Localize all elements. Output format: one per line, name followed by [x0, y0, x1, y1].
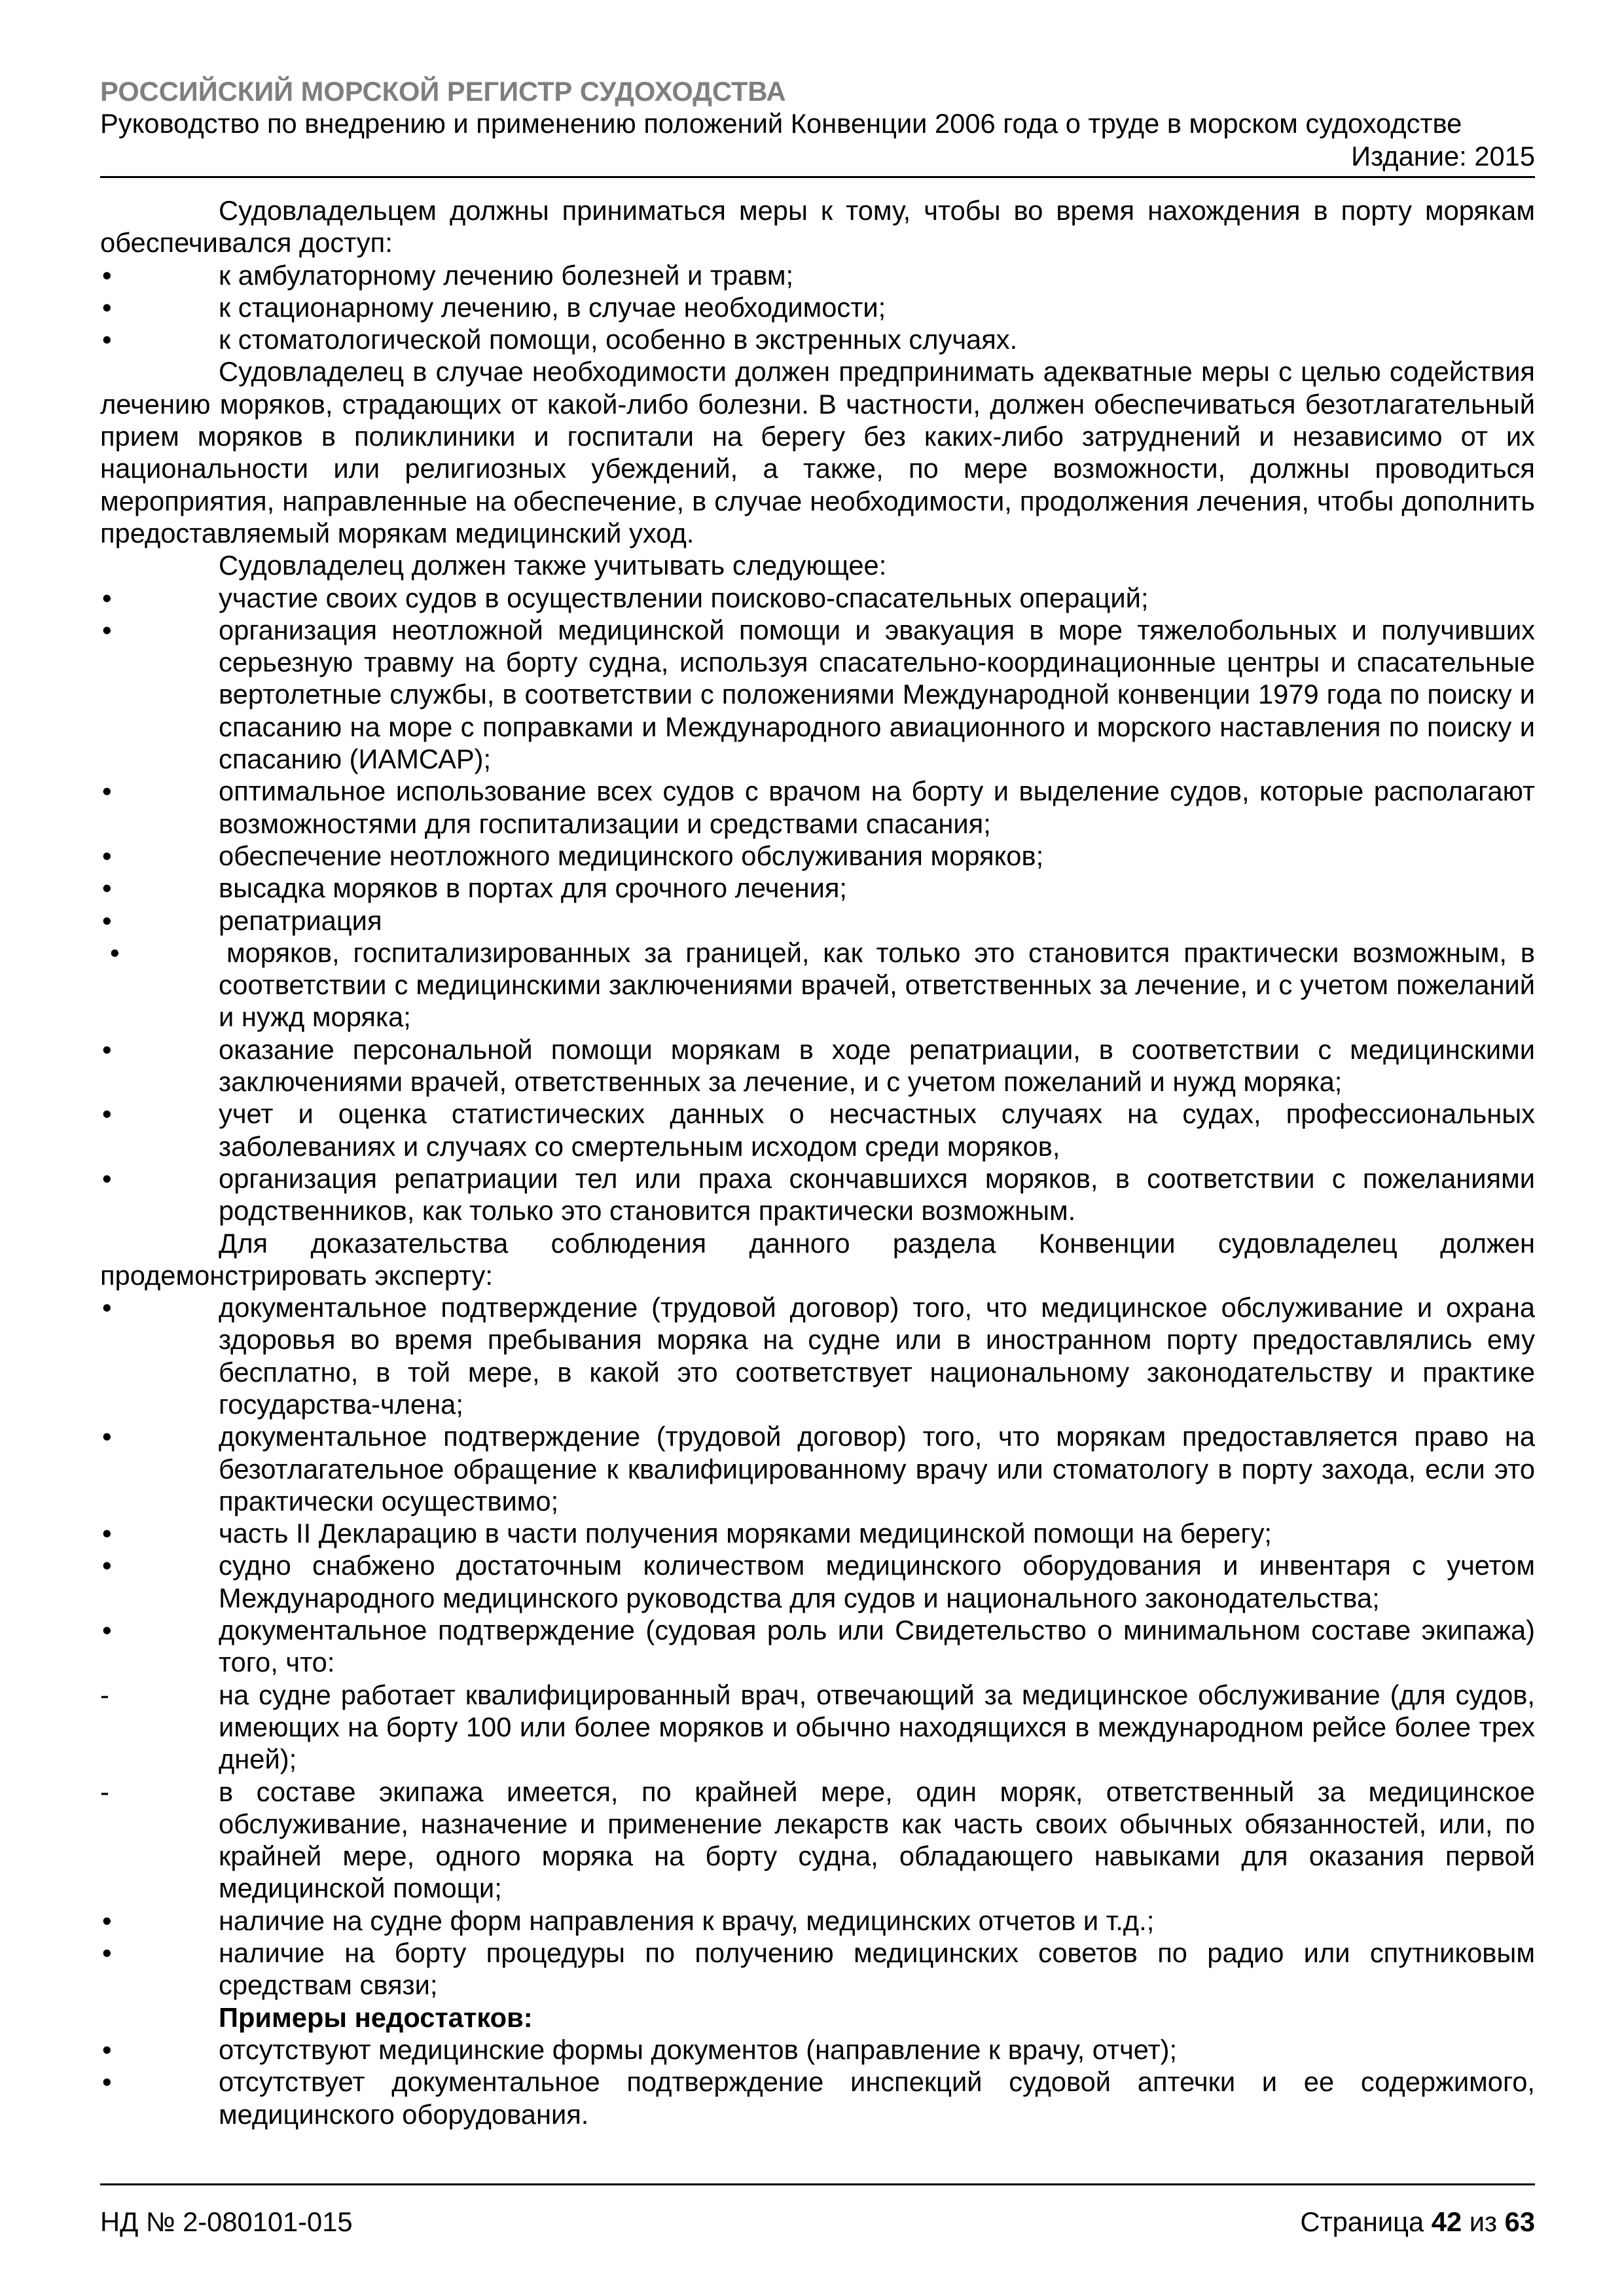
- bullet-marker: •: [102, 1615, 112, 1646]
- bullet-marker: •: [102, 291, 112, 323]
- list-item: [100, 905, 1535, 937]
- list-item: [100, 1614, 1535, 1679]
- paragraph: Для доказательства соблюдения данного раздела Конвенции судовладелец должен продемонстрировать эксперту:: [100, 1227, 1535, 1291]
- page-number: [1300, 2206, 1535, 2238]
- bullet-marker: •: [102, 2034, 112, 2065]
- bullet-marker: •: [102, 1550, 112, 1581]
- list-item: [100, 323, 1535, 355]
- organization-name: РОССИЙСКИЙ МОРСКОЙ РЕГИСТР СУДОХОДСТВА: [100, 76, 786, 107]
- list-item: [100, 1162, 1535, 1227]
- list-item: [100, 775, 1535, 840]
- bullet-marker: •: [102, 582, 112, 613]
- bullet-marker: •: [102, 1518, 112, 1549]
- bullet-marker: •: [102, 1162, 112, 1194]
- list-item: [100, 937, 1535, 1033]
- header-divider: [100, 176, 1535, 178]
- paragraph: Судовладелец должен также учитывать следующее:: [219, 550, 887, 581]
- list-item: [100, 259, 1535, 291]
- page-label: Страница: [1300, 2206, 1424, 2237]
- section-heading: Примеры недостатков:: [219, 2001, 533, 2033]
- bullet-marker: •: [102, 614, 112, 645]
- list-item: [100, 1420, 1535, 1517]
- document-number: НД № 2-080101-015: [100, 2206, 353, 2237]
- list-item: [100, 1905, 1535, 1937]
- list-item: [100, 1517, 1535, 1549]
- list-item-text: обеспечение неотложного медицинского обслуживания моряков;: [219, 840, 1044, 871]
- list-item-text: моряков, госпитализированных за границей, как только это становится практически возможным, в соответствии с медицинскими заключениями врачей, ответственных за лечение, и с учетом пожеланий и нужд моряка;: [219, 937, 1535, 1033]
- document-title: Руководство по внедрению и применению положений Конвенции 2006 года о труде в морском судоходстве: [100, 108, 1462, 139]
- list-item-text: организация неотложной медицинской помощи и эвакуация в море тяжелобольных и получивших серьезную травму на борту судна, используя спасательно-координационные центры и спасательные вертолетные службы, в соответствии с положениями Международной конвенции 1979 года по поиску и спасанию на море с поправками и Международного авиационного и морского наставления по поиску и спасанию (ИАМСАР);: [219, 614, 1535, 775]
- page-of-label: из: [1469, 2206, 1498, 2237]
- list-item-text: к стационарному лечению, в случае необходимости;: [219, 291, 886, 323]
- page-header: [100, 75, 1535, 172]
- bullet-marker: •: [102, 1292, 112, 1323]
- bullet-marker: •: [102, 872, 112, 904]
- list-item-text: учет и оценка статистических данных о несчастных случаях на судах, профессиональных заболеваниях и случаях со смертельным исходом среди моряков,: [219, 1098, 1535, 1162]
- list-item: [100, 1098, 1535, 1162]
- list-item-text: документальное подтверждение (судовая роль или Свидетельство о минимальном составе экипажа) того, что:: [219, 1615, 1535, 1678]
- bullet-marker: •: [102, 1905, 112, 1936]
- list-item: [100, 291, 1535, 323]
- dash-marker: -: [100, 1679, 109, 1710]
- current-page: 42: [1431, 2206, 1462, 2237]
- list-item-text: судно снабжено достаточным количеством медицинского оборудования и инвентаря с учетом Международного медицинского руководства для судов и национального законодательства;: [219, 1550, 1535, 1613]
- list-item-text: высадка моряков в портах для срочного лечения;: [219, 872, 847, 904]
- list-item: [100, 1549, 1535, 1614]
- list-item: [100, 872, 1535, 904]
- list-item: [100, 840, 1535, 872]
- bullet-marker: •: [102, 259, 112, 291]
- bullet-marker: •: [102, 905, 112, 936]
- list-item-text: на судне работает квалифицированный врач, отвечающий за медицинское обслуживание (для судов, имеющих на борту 100 или более моряков и обычно находящихся в международном рейсе более трех дней);: [219, 1679, 1535, 1775]
- footer-divider: [100, 2183, 1535, 2185]
- list-item-text: оказание персональной помощи морякам в ходе репатриации, в соответствии с медицинскими заключениями врачей, ответственных за лечение, и с учетом пожеланий и нужд моряка;: [219, 1033, 1535, 1098]
- list-item: [100, 2066, 1535, 2130]
- bullet-marker: •: [102, 2066, 112, 2098]
- list-item-text: участие своих судов в осуществлении поисково-спасательных операций;: [219, 582, 1149, 613]
- paragraph: Судовладелец в случае необходимости должен предпринимать адекватные меры с целью содействия лечению моряков, страдающих от какой-либо болезни. В частности, должен обеспечиваться безотлагательный прием моряков в поликлиники и госпитали на берегу без каких-либо затруднений и независимо от их национальности или религиозных убеждений, а также, по мере возможности, должны проводиться мероприятия, направленные на обеспечение, в случае необходимости, продолжения лечения, чтобы дополнить предоставляемый морякам медицинский уход.: [100, 356, 1535, 548]
- list-item: [100, 582, 1535, 614]
- list-item-text: к стоматологической помощи, особенно в экстренных случаях.: [219, 324, 1018, 355]
- bullet-marker: •: [102, 1937, 112, 1969]
- bullet-marker: •: [102, 324, 112, 355]
- list-item-text: часть II Декларацию в части получения моряками медицинской помощи на берегу;: [219, 1518, 1272, 1549]
- list-item: [100, 614, 1535, 775]
- dash-marker: -: [100, 1776, 109, 1807]
- list-item-text: наличие на судне форм направления к врачу, медицинских отчетов и т.д.;: [219, 1905, 1155, 1936]
- list-item-text: репатриация: [219, 905, 382, 936]
- list-item-text: оптимальное использование всех судов с врачом на борту и выделение судов, которые располагают возможностями для госпитализации и средствами спасания;: [219, 776, 1535, 839]
- total-pages: 63: [1504, 2206, 1535, 2237]
- list-item: [100, 1291, 1535, 1420]
- list-item-text: отсутствуют медицинские формы документов (направление к врачу, отчет);: [219, 2034, 1178, 2065]
- list-item-text: организация репатриации тел или праха скончавшихся моряков, в соответствии с пожеланиями родственников, как только это становится практически возможным.: [219, 1162, 1535, 1227]
- list-item-text: к амбулаторному лечению болезней и травм;: [219, 259, 794, 291]
- bullet-marker: •: [102, 840, 112, 871]
- list-item: [100, 2034, 1535, 2066]
- bullet-marker: •: [102, 1033, 112, 1065]
- sub-list-item: [100, 1679, 1535, 1776]
- paragraph: Судовладельцем должны приниматься меры к тому, чтобы во время нахождения в порту морякам обеспечивался доступ:: [100, 195, 1535, 259]
- bullet-marker: •: [110, 937, 120, 968]
- list-item-text: документальное подтверждение (трудовой договор) того, что медицинское обслуживание и охрана здоровья во время пребывания моряка на судне или в иностранном порту предоставлялись ему бесплатно, в той мере, в какой это соответствует национальному законодательству и практике государства-члена;: [219, 1292, 1535, 1420]
- list-item-text: документальное подтверждение (трудовой договор) того, что морякам предоставляется право на безотлагательное обращение к квалифицированному врачу или стоматологу в порту захода, если это практически осуществимо;: [219, 1421, 1535, 1516]
- bullet-marker: •: [102, 776, 112, 807]
- list-item-text: отсутствует документальное подтверждение инспекций судовой аптечки и ее содержимого, медицинского оборудования.: [219, 2066, 1535, 2130]
- bullet-marker: •: [102, 1098, 112, 1130]
- list-item-text: наличие на борту процедуры по получению медицинских советов по радио или спутниковым средствам связи;: [219, 1937, 1535, 2001]
- list-item-text: в составе экипажа имеется, по крайней мере, один моряк, ответственный за медицинское обслуживание, назначение и применение лекарств как часть своих обычных обязанностей, или, по крайней мере, одного моряка на борту судна, обладающего навыками для оказания первой медицинской помощи;: [219, 1776, 1535, 1904]
- sub-list-item: [100, 1776, 1535, 1905]
- list-item: [100, 1033, 1535, 1098]
- list-item: [100, 1937, 1535, 2001]
- edition-label: Издание: 2015: [1351, 140, 1535, 171]
- bullet-marker: •: [102, 1421, 112, 1452]
- document-body: [100, 194, 1535, 2161]
